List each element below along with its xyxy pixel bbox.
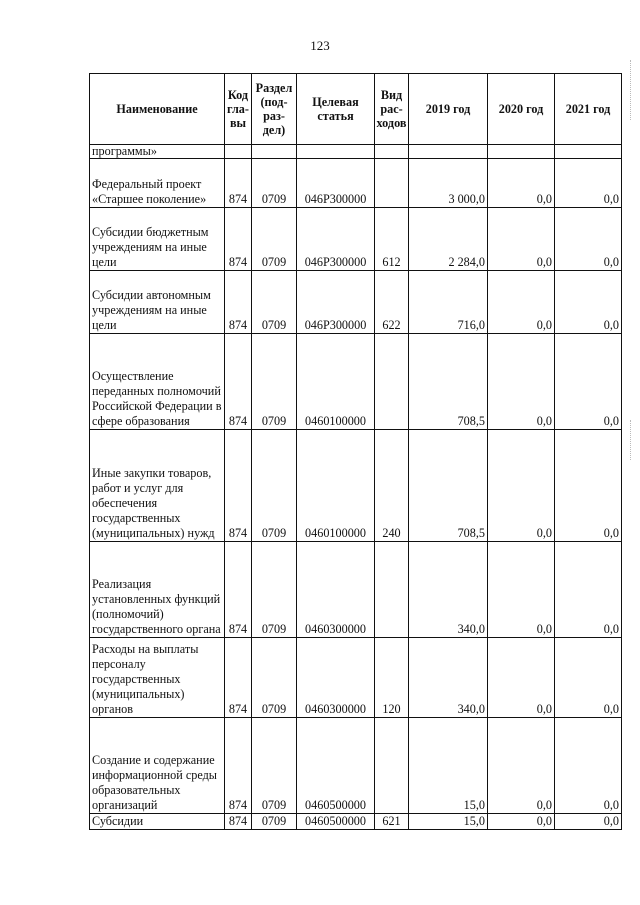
header-code: Код гла-вы: [225, 74, 252, 145]
row-2020: 0,0: [488, 208, 555, 271]
scan-margin-mark: [630, 420, 635, 460]
row-article: 0460100000: [297, 430, 375, 542]
scan-margin-mark: [630, 60, 635, 120]
row-article: 0460300000: [297, 542, 375, 638]
header-type: Вид рас-ходов: [375, 74, 409, 145]
row-code: 874: [225, 159, 252, 208]
row-code: 874: [225, 638, 252, 718]
row-2019: 2 284,0: [409, 208, 488, 271]
row-2021: [555, 145, 622, 159]
row-type: 622: [375, 271, 409, 334]
row-code: 874: [225, 814, 252, 830]
row-name: Расходы на выплаты персоналу государственных (муниципальных) органов: [90, 638, 225, 718]
table-row: [90, 718, 622, 814]
row-name: Осуществление переданных полномочий Российской Федерации в сфере образования: [90, 334, 225, 430]
row-article: 0460500000: [297, 814, 375, 830]
header-section: Раздел (под-раз-дел): [252, 74, 297, 145]
header-2020: 2020 год: [488, 74, 555, 145]
row-code: 874: [225, 271, 252, 334]
row-article: 046P300000: [297, 271, 375, 334]
row-2021: 0,0: [555, 208, 622, 271]
row-article: 0460100000: [297, 334, 375, 430]
row-2020: 0,0: [488, 638, 555, 718]
row-section: [252, 145, 297, 159]
row-code: 874: [225, 542, 252, 638]
row-2020: 0,0: [488, 814, 555, 830]
row-2020: 0,0: [488, 334, 555, 430]
row-type: [375, 718, 409, 814]
row-type: 240: [375, 430, 409, 542]
row-name: Субсидии автономным учреждениям на иные цели: [90, 271, 225, 334]
row-name: Субсидии бюджетным учреждениям на иные цели: [90, 208, 225, 271]
table-row: [90, 145, 622, 159]
row-2019: 340,0: [409, 542, 488, 638]
row-name: Реализация установленных функций (полномочий) государственного органа: [90, 542, 225, 638]
row-article: 0460500000: [297, 718, 375, 814]
row-name: программы»: [90, 145, 225, 159]
row-2020: 0,0: [488, 271, 555, 334]
row-type: [375, 159, 409, 208]
table-row: [90, 271, 622, 334]
row-code: 874: [225, 208, 252, 271]
header-2019: 2019 год: [409, 74, 488, 145]
row-code: 874: [225, 718, 252, 814]
row-article: [297, 145, 375, 159]
row-2019: 708,5: [409, 430, 488, 542]
row-2020: 0,0: [488, 430, 555, 542]
row-section: 0709: [252, 814, 297, 830]
row-section: 0709: [252, 430, 297, 542]
row-section: 0709: [252, 334, 297, 430]
row-2021: 0,0: [555, 430, 622, 542]
table-row: [90, 334, 622, 430]
row-section: 0709: [252, 638, 297, 718]
row-section: 0709: [252, 271, 297, 334]
row-name: Иные закупки товаров, работ и услуг для обеспечения государственных (муниципальных) нужд: [90, 430, 225, 542]
header-2021: 2021 год: [555, 74, 622, 145]
row-2021: 0,0: [555, 638, 622, 718]
row-type: [375, 542, 409, 638]
row-2019: 15,0: [409, 814, 488, 830]
row-type: 621: [375, 814, 409, 830]
row-article: 046P300000: [297, 208, 375, 271]
table-row: [90, 430, 622, 542]
row-2020: 0,0: [488, 718, 555, 814]
row-2019: 15,0: [409, 718, 488, 814]
row-2019: 708,5: [409, 334, 488, 430]
row-section: 0709: [252, 718, 297, 814]
table-row: [90, 159, 622, 208]
budget-table: [89, 73, 622, 830]
row-2021: 0,0: [555, 334, 622, 430]
row-type: 120: [375, 638, 409, 718]
row-2019: 716,0: [409, 271, 488, 334]
row-type: 612: [375, 208, 409, 271]
row-name: Субсидии: [90, 814, 225, 830]
row-article: 0460300000: [297, 638, 375, 718]
table-header-row: [90, 74, 622, 145]
row-code: [225, 145, 252, 159]
row-article: 046P300000: [297, 159, 375, 208]
row-type: [375, 145, 409, 159]
row-2021: 0,0: [555, 718, 622, 814]
row-name: Федеральный проект «Старшее поколение»: [90, 159, 225, 208]
row-2019: 340,0: [409, 638, 488, 718]
row-2020: [488, 145, 555, 159]
table-row: [90, 814, 622, 830]
row-section: 0709: [252, 159, 297, 208]
row-2019: 3 000,0: [409, 159, 488, 208]
table-row: [90, 542, 622, 638]
row-type: [375, 334, 409, 430]
row-2020: 0,0: [488, 159, 555, 208]
row-2021: 0,0: [555, 271, 622, 334]
row-2021: 0,0: [555, 814, 622, 830]
row-section: 0709: [252, 542, 297, 638]
header-article: Целевая статья: [297, 74, 375, 145]
row-name: Создание и содержание информационной среды образовательных организаций: [90, 718, 225, 814]
header-name: Наименование: [90, 74, 225, 145]
row-section: 0709: [252, 208, 297, 271]
row-code: 874: [225, 334, 252, 430]
table-row: [90, 208, 622, 271]
page-number: 123: [310, 38, 330, 53]
table-row: [90, 638, 622, 718]
row-2021: 0,0: [555, 542, 622, 638]
row-2021: 0,0: [555, 159, 622, 208]
row-2020: 0,0: [488, 542, 555, 638]
row-2019: [409, 145, 488, 159]
row-code: 874: [225, 430, 252, 542]
